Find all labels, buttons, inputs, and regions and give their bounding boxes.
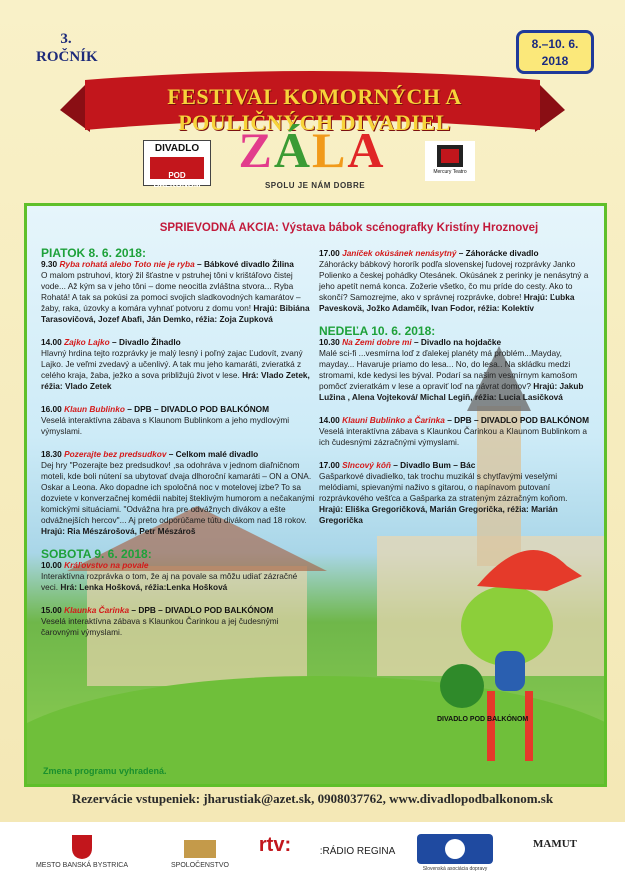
program-time: 10.30 (319, 337, 343, 347)
program-company: – Divadlo na hojdačke (411, 337, 502, 347)
program-title: Pozerajte bez predsudkov (64, 449, 167, 459)
festival-title: FESTIVAL KOMORNÝCH A POULIČNÝCH DIVADIEL (167, 84, 462, 135)
program-company: – Divadlo Žihadlo (109, 337, 181, 347)
program-title: Zajko Lajko (64, 337, 110, 347)
program-day: NEDEĽA 10. 6. 2018: (319, 324, 436, 338)
date-year: 2018 (541, 54, 569, 68)
program-item (41, 337, 316, 392)
program-description: Gašparkové divadielko, tak trochu muzikál s chytľavými veselými melódiami, spievanými naživo s gitarou, o napínavom putovaní rozprávkového vešťca a Gašparka za strateným zázračným koňom. Hrajú: Eliška Gregoričková, Marián Gregorička, réžia: Marián Gregorička (319, 471, 568, 525)
logo-subtext: POD BALKÓNOM (153, 171, 201, 189)
coat-of-arms-icon (71, 834, 93, 860)
program-time: 14.00 (41, 337, 65, 347)
svg-text:DIVADLO POD BALKÓNOM: DIVADLO POD BALKÓNOM (437, 716, 529, 723)
program-title: Ryba rohatá alebo Toto nie je ryba (59, 259, 195, 269)
mercury-teatro-logo (425, 141, 475, 181)
program-item-heading (41, 449, 316, 460)
program-description: Interaktívna rozprávka o tom, že aj na povale sa môžu udiať zázračné veci. Hrá: Lenka Hošková, réžia:Lenka Hošková (41, 571, 298, 592)
program-title: Na Zemi dobre mi (342, 337, 412, 347)
logo-text: Mercury Teatro (433, 169, 467, 175)
program-description: Malé sci-fi ...vesmírna loď z ďalekej planéty má problém...Mayday, mayday... Havaruje priamo do lesa... No, do lesa.. Na skládku medzi stromami, kde kedysi les býval. Podarí sa našim vesmírnym kamošom pomôcť zvieratkám v lese a opraviť loď na návrat domov? Hrajú: Jakub Lužina , Alena Vojteková/ Michal Legiň, réžia: Lucia Lasičková (319, 348, 584, 402)
partner-banska-bystrica (22, 834, 142, 869)
program-item-heading (319, 415, 591, 426)
program-item-heading (41, 605, 316, 616)
reservation-info: Rezervácie vstupeniek: jharustiak@azet.sk, 0908037762, www.divadlopodbalkonom.sk (71, 791, 554, 806)
program-item (41, 248, 316, 325)
program-time: 18.30 (41, 449, 65, 459)
program-left-column (41, 248, 316, 650)
program-description: Veselá interaktívna zábava s Klaunkou Čarinkou a jej čudesnými čarovnými výmyslami. (41, 616, 279, 637)
program-item-heading (41, 259, 316, 270)
program-description: Veselá interaktívna zábava s Klaunkou Čarinkou a Klaunom Bublinkom a ich čudesnými zázračnými výmyslami. (319, 426, 587, 447)
program-title: Klaunka Čarinka (64, 605, 130, 615)
program-change-notice: Zmena programu vyhradená. (43, 766, 167, 776)
program-right-column (319, 248, 591, 538)
program-time: 14.00 (319, 415, 343, 425)
program-company: – Celkom malé divadlo (166, 449, 259, 459)
program-day: SOBOTA 9. 6. 2018: (41, 547, 152, 561)
program-item (41, 605, 316, 638)
program-item (41, 404, 316, 437)
theatre-icon (425, 141, 475, 169)
program-title: Janíček okúsánek nenásytný (342, 248, 457, 258)
date-range: 8.–10. 6. (531, 37, 579, 51)
program-time: 17.00 (319, 248, 343, 258)
sad-logo-icon (417, 834, 493, 864)
program-item-heading (319, 337, 591, 348)
program-item-heading (41, 337, 316, 348)
partner-label: SPOLOČENSTVO (171, 862, 229, 869)
program-company: – Bábkové divadlo Žilina (194, 259, 294, 269)
partner-sad (415, 834, 495, 872)
program-item (319, 326, 591, 403)
partner-radio-regina: :RÁDIO REGINA (319, 846, 396, 857)
program-item-heading (319, 248, 591, 259)
program-credits: Hrajú: Jakub Lužina , Alena Vojteková/ Michal Legiň, réžia: Lucia Lasičková (319, 381, 584, 402)
building-icon (180, 834, 220, 860)
program-time: 9.30 (41, 259, 60, 269)
partner-label: MESTO BANSKÁ BYSTRICA (35, 862, 129, 869)
program-title: Klauni Bublinko a Čarinka (342, 415, 445, 425)
program-item (41, 449, 316, 537)
program-description: O malom pstruhovi, ktorý žil šťastne v pstruhej tôni v krištáľovo čistej vode... Až kým sa v jeho tôni – dome neocitla zvláštna stvora... Ryba Rohatá! A tak sa pokúsi za pomoci svojich sladkovodných kamarátov – žaby, raka, úzovky a komára vyhnať potvoru z domu von! Hrajú: Bibiána Tarasovičová, Jozef Abafi, Ján Demko, réžia: Zoja Zupková (41, 270, 310, 324)
partner-logos (0, 822, 625, 895)
partner-mamut: MAMUT (533, 838, 577, 850)
program-item-heading (41, 404, 316, 415)
logo-text: DIVADLO (154, 143, 200, 154)
program-time: 10.00 (41, 560, 65, 570)
program-credits: Hrajú: Ľubka Paveskovä, Jožko Adamčík, Ivan Fodor, réžia: Kolektív (319, 292, 575, 313)
program-day: PIATOK 8. 6. 2018: (41, 246, 146, 260)
festival-dates (516, 30, 594, 74)
program-company: – DPB – DIVADLO POD BALKÓNOM (444, 415, 590, 425)
program-company: – DPB – DIVADLO POD BALKÓNOM (129, 605, 274, 615)
divadlo-logo (143, 140, 211, 189)
program-description: Veselá interaktívna zábava s Klaunom Bublinkom a jeho mydlovými výmyslami. (41, 415, 290, 436)
program-description: Hlavný hrdina tejto rozprávky je malý lesný i poľný zajac Ľudovít, zvaný Lajko. Je veľmi zvedavý a učenlivý. A tak mu jeho kamaráti, zvieratká z celého kraja, žaba, ježko a sova približujú život v lese. Hrá: Vlado Zetek, réžia: Vlado Zetek (41, 348, 310, 391)
program-item-heading (319, 460, 591, 471)
program-company: – Záhorácke divadlo (456, 248, 539, 258)
edition-label: 3. ROČNÍK (36, 31, 98, 65)
program-time: 17.00 (319, 460, 343, 470)
program-item (41, 549, 316, 593)
program-description: Dej hry "Pozerajte bez predsudkov! ,sa odohráva v jednom diaľničnom moteli, kde boli nútení sa ubytovať dvaja dlhoroční kamaráti – ON a ONA. Oskar a Leona. Ako dopadne ich spoločná noc v motelovej izbe? To sa dozviete v konverzačnej komédii nabitej šteklivým humorom a nečakanými komickými situáciami. "Odvážna hra pre odvážnych divákov a ešte odvážnejších hercov"... Aj preto odporúčame tútu divákom nad 18 rokov. Hrajú: Ria Mészárošová, Petr Mészároš (41, 460, 315, 536)
program-credits: Hrá: Vlado Zetek, réžia: Vlado Zetek (41, 370, 310, 391)
partner-rtvs: rtv: (258, 834, 292, 856)
program-company: – Divadlo Bum – Bác (390, 460, 476, 470)
program-description: Záhorácky bábkový hororík podľa slovenskej ľudovej rozprávky Janko Polienko a českej pohádky Otesánek. Okúsánek z perinky je nenásytný a jeho apetít nemá konca. Zožerie všetko, čo mu príde do cesty. Ako to skončí? Samozrejme, ako v správnej rozprávke, dobre! Hrajú: Ľubka Paveskovä, Jožko Adamčík, Ivan Fodor, réžia: Kolektív (319, 259, 589, 313)
program-time: 16.00 (41, 404, 65, 414)
program-company: – DPB – DIVADLO POD BALKÓNOM (124, 404, 270, 414)
program-credits: Hrajú: Ria Mészárošová, Petr Mészároš (41, 526, 196, 536)
partner-spolocenstvo (170, 834, 230, 869)
program-credits: Hrá: Lenka Hošková, réžia:Lenka Hošková (60, 582, 228, 592)
program-title: Slncový kôň (342, 460, 391, 470)
slogan: SPOLU JE NÁM DOBRE (264, 181, 366, 190)
program-time: 15.00 (41, 605, 65, 615)
partner-label: Slovenská asociácia dopravy (422, 866, 488, 872)
program-credits: Hrajú: Eliška Gregoričková, Marián Gregorička, réžia: Marián Gregorička (319, 504, 558, 525)
program-item (319, 415, 591, 448)
program-frame (24, 203, 607, 787)
program-item (319, 460, 591, 526)
accompanying-event: SPRIEVODNÁ AKCIA: Výstava bábok scénografky Kristíny Hroznovej (159, 222, 539, 234)
program-item (319, 248, 591, 314)
zala-logo: ZÁLA (238, 122, 386, 178)
program-item-heading (41, 560, 316, 571)
program-title: Kráľovstvo na povale (64, 560, 149, 570)
program-credits: Hrajú: Bibiána Tarasovičová, Jozef Abafi, Ján Demko, réžia: Zoja Zupková (41, 303, 310, 324)
program-title: Klaun Bublinko (64, 404, 125, 414)
